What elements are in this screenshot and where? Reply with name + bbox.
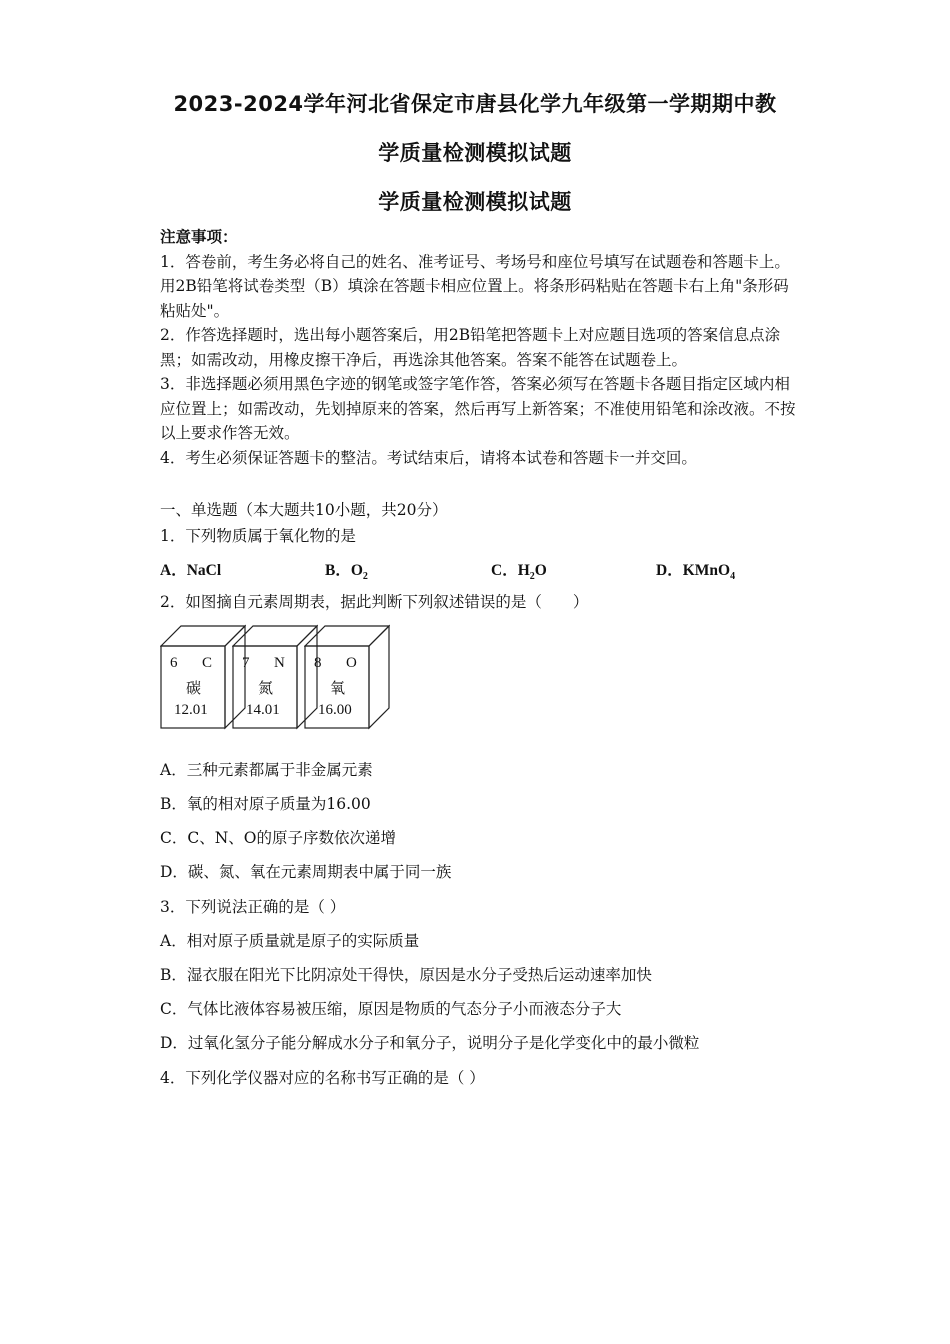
element-name: 氧 — [330, 679, 346, 697]
q3-option-d: D．过氧化氢分子能分解成水分子和氧分子，说明分子是化学变化中的最小微粒 — [160, 1034, 700, 1052]
element-symbol: N — [274, 655, 285, 671]
atomic-number: 7 — [242, 655, 250, 671]
q1-option-a — [160, 558, 221, 580]
note-item: 3．非选择题必须用黑色字迹的钢笔或签字笔作答，答案必须写在答题卡各题目指定区域内相应位置上；如需改动，先划掉原来的答案，然后再写上新答案；不准使用铅笔和涂改液。不按以上要求作答无效。 — [160, 375, 796, 442]
element-name: 碳 — [186, 679, 202, 697]
element-symbol: C — [202, 655, 213, 671]
question-4-stem: 4．下列化学仪器对应的名称书写正确的是（ ） — [160, 1069, 485, 1087]
q1-option-b — [325, 558, 368, 582]
q1-option-c — [491, 558, 547, 582]
option-text: H — [517, 562, 530, 579]
page-title-continued: 学质量检测模拟试题 — [378, 141, 572, 165]
question-3-stem: 3．下列说法正确的是（ ） — [160, 898, 346, 916]
option-label: D． — [656, 562, 683, 579]
option-text: KMnO — [682, 562, 731, 579]
element-name: 氮 — [258, 679, 274, 697]
atomic-mass: 14.01 — [246, 702, 280, 718]
atomic-number: 8 — [314, 655, 322, 671]
note-item: 1．答卷前，考生务必将自己的姓名、准考证号、考场号和座位号填写在试题卷和答题卡上。用2B铅笔将试卷类型（B）填涂在答题卡相应位置上。将条形码粘贴在答题卡右上角"条形码粘贴处"。 — [160, 252, 790, 320]
option-subscript: 2 — [362, 571, 368, 583]
element-tile-oxygen — [304, 622, 388, 728]
atomic-mass: 16.00 — [318, 702, 352, 718]
note-item: 4．考生必须保证答题卡的整洁。考试结束后，请将本试卷和答题卡一并交回。 — [160, 448, 697, 467]
option-label: A． — [160, 562, 187, 579]
note-item: 2．作答选择题时，选出每小题答案后，用2B铅笔把答题卡上对应题目选项的答案信息点涂黑；如需改动，用橡皮擦干净后，再选涂其他答案。答案不能答在试题卷上。 — [160, 326, 781, 369]
notes-heading: 注意事项： — [160, 227, 238, 246]
option-text-tail: O — [534, 562, 547, 579]
q3-option-b: B．湿衣服在阳光下比阴凉处干得快，原因是水分子受热后运动速率加快 — [160, 966, 652, 984]
option-subscript: 2 — [529, 571, 535, 583]
page-title: 2023-2024学年河北省保定市唐县化学九年级第一学期期中教 — [173, 92, 777, 116]
periodic-table-excerpt — [160, 622, 400, 730]
q2-option-d: D．碳、氮、氧在元素周期表中属于同一族 — [160, 863, 452, 881]
question-2-stem: 2．如图摘自元素周期表，据此判断下列叙述错误的是（ ） — [160, 593, 589, 611]
option-text: NaCl — [186, 562, 222, 579]
option-label: B． — [325, 562, 351, 579]
q3-option-a: A．相对原子质量就是原子的实际质量 — [160, 932, 420, 950]
option-subscript: 4 — [730, 571, 736, 583]
element-symbol: O — [346, 655, 357, 671]
atomic-mass: 12.01 — [174, 702, 208, 718]
atomic-number: 6 — [170, 655, 178, 671]
q2-option-a: A．三种元素都属于非金属元素 — [160, 761, 373, 779]
q1-option-d — [656, 558, 735, 582]
q2-option-b: B．氧的相对原子质量为16.00 — [160, 795, 371, 813]
page-subtitle: 学质量检测模拟试题 — [378, 190, 572, 214]
option-label: C． — [491, 562, 518, 579]
section-heading: 一、单选题（本大题共10小题，共20分） — [160, 501, 448, 519]
notes-block — [160, 225, 800, 470]
q3-option-c: C．气体比液体容易被压缩，原因是物质的气态分子小而液态分子大 — [160, 1000, 622, 1018]
option-text: O — [350, 562, 363, 579]
q2-option-c: C．C、N、O的原子序数依次递增 — [160, 829, 396, 847]
question-1-stem: 1．下列物质属于氧化物的是 — [160, 527, 356, 545]
